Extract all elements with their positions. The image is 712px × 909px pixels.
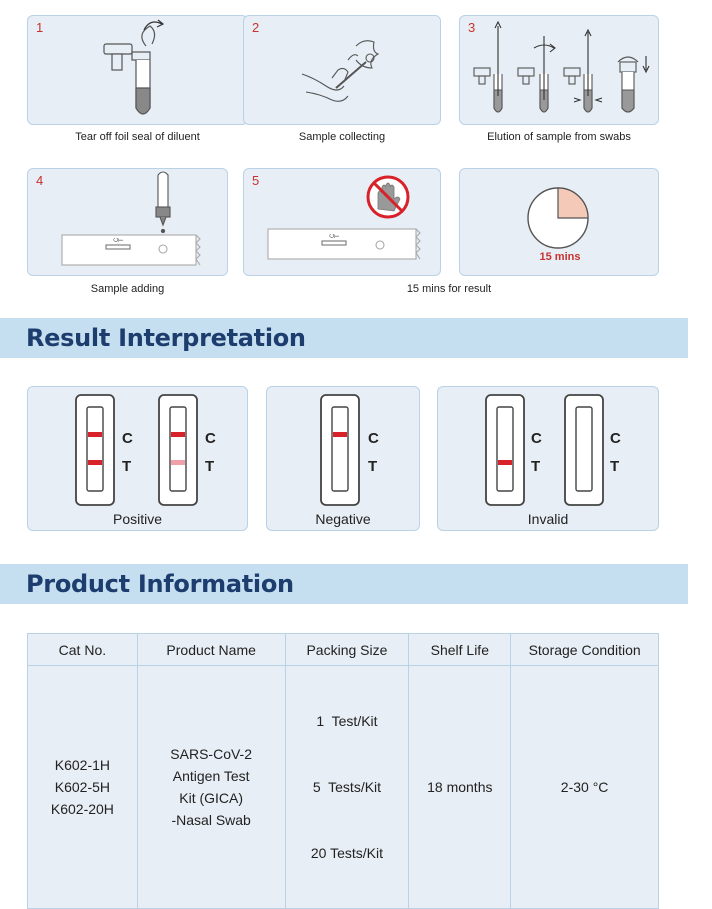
cat-no-cell: [28, 666, 138, 909]
svg-text:T: T: [335, 234, 341, 238]
elution-illustration: [460, 16, 660, 126]
packing-size: 20 Tests/Kit: [310, 845, 383, 861]
negative-result-box: [266, 386, 420, 531]
c-label: C: [122, 430, 133, 447]
control-line: [171, 432, 185, 437]
tear-foil-illustration: [28, 16, 249, 126]
timer-label: 15 mins: [539, 251, 581, 263]
test-line: [88, 460, 102, 465]
product-information-table: [27, 633, 659, 909]
step-2-panel: [243, 15, 441, 125]
invalid-result-box: [437, 386, 659, 531]
positive-label: Positive: [112, 511, 163, 527]
header-storage-condition: Storage Condition: [511, 634, 659, 666]
t-label: T: [610, 458, 620, 475]
step-number: 3: [468, 20, 476, 35]
step-number: 1: [36, 20, 44, 35]
step-number: 2: [252, 20, 260, 35]
storage-condition-cell: 2-30 °C: [560, 779, 609, 795]
t-label: T: [531, 458, 541, 475]
product-name-line: Kit (GICA): [179, 790, 244, 806]
header-packing-size: Packing Size: [285, 634, 409, 666]
shelf-life-cell: 18 months: [409, 666, 511, 909]
control-line: [88, 432, 102, 437]
negative-strip: [321, 395, 359, 505]
t-label: T: [368, 458, 378, 475]
product-name-line: -Nasal Swab: [171, 812, 251, 828]
header-cat-no: Cat No.: [28, 634, 138, 666]
c-label: C: [610, 430, 621, 447]
packing-size: 1 Test/Kit: [316, 713, 378, 729]
c-label: C: [368, 430, 379, 447]
step-5-panel: [243, 168, 441, 276]
t-label: T: [205, 458, 215, 475]
product-information-title: Product Information: [26, 570, 294, 598]
timer-panel: [459, 168, 659, 276]
product-name-cell: [137, 666, 285, 909]
sample-adding-illustration: [28, 169, 229, 277]
positive-strip-weak: [159, 395, 197, 505]
svg-text:T: T: [119, 238, 125, 242]
step-1-caption: Tear off foil seal of diluent: [75, 131, 200, 143]
step-5-caption: 15 mins for result: [406, 283, 492, 295]
packing-size: 5 Tests/Kit: [312, 779, 382, 795]
step-2-caption: Sample collecting: [298, 131, 386, 143]
product-name-line: SARS-CoV-2: [170, 746, 252, 762]
step-1-panel: [27, 15, 248, 125]
svg-text:C: C: [330, 233, 336, 238]
invalid-strip-test-only: [486, 395, 524, 505]
product-name-line: Antigen Test: [172, 768, 250, 784]
negative-label: Negative: [315, 511, 371, 527]
table-header-row: [28, 634, 659, 666]
sample-collecting-illustration: [244, 16, 442, 126]
positive-result-box: [27, 386, 248, 531]
svg-text:C: C: [114, 237, 120, 242]
packing-size-cell: [285, 666, 409, 909]
test-line: [171, 460, 185, 465]
table-row: [28, 666, 659, 909]
step-4-caption: Sample adding: [90, 283, 165, 295]
step-number: 5: [252, 173, 260, 188]
header-product-name: Product Name: [137, 634, 285, 666]
c-label: C: [531, 430, 542, 447]
cat-no: K602-20H: [50, 801, 114, 817]
no-touch-icon: [368, 177, 408, 217]
test-line: [498, 460, 512, 465]
step-4-panel: [27, 168, 228, 276]
step-number: 4: [36, 173, 44, 188]
cat-no: K602-1H: [54, 757, 111, 773]
result-interpretation-title: Result Interpretation: [26, 324, 306, 352]
cat-no: K602-5H: [54, 779, 111, 795]
t-label: T: [122, 458, 132, 475]
positive-strip-strong: [76, 395, 114, 505]
header-shelf-life: Shelf Life: [409, 634, 511, 666]
step-3-panel: [459, 15, 659, 125]
wait-illustration: [244, 169, 442, 277]
invalid-label: Invalid: [527, 511, 569, 527]
step-3-caption: Elution of sample from swabs: [487, 131, 631, 143]
c-label: C: [205, 430, 216, 447]
control-line: [333, 432, 347, 437]
invalid-strip-blank: [565, 395, 603, 505]
